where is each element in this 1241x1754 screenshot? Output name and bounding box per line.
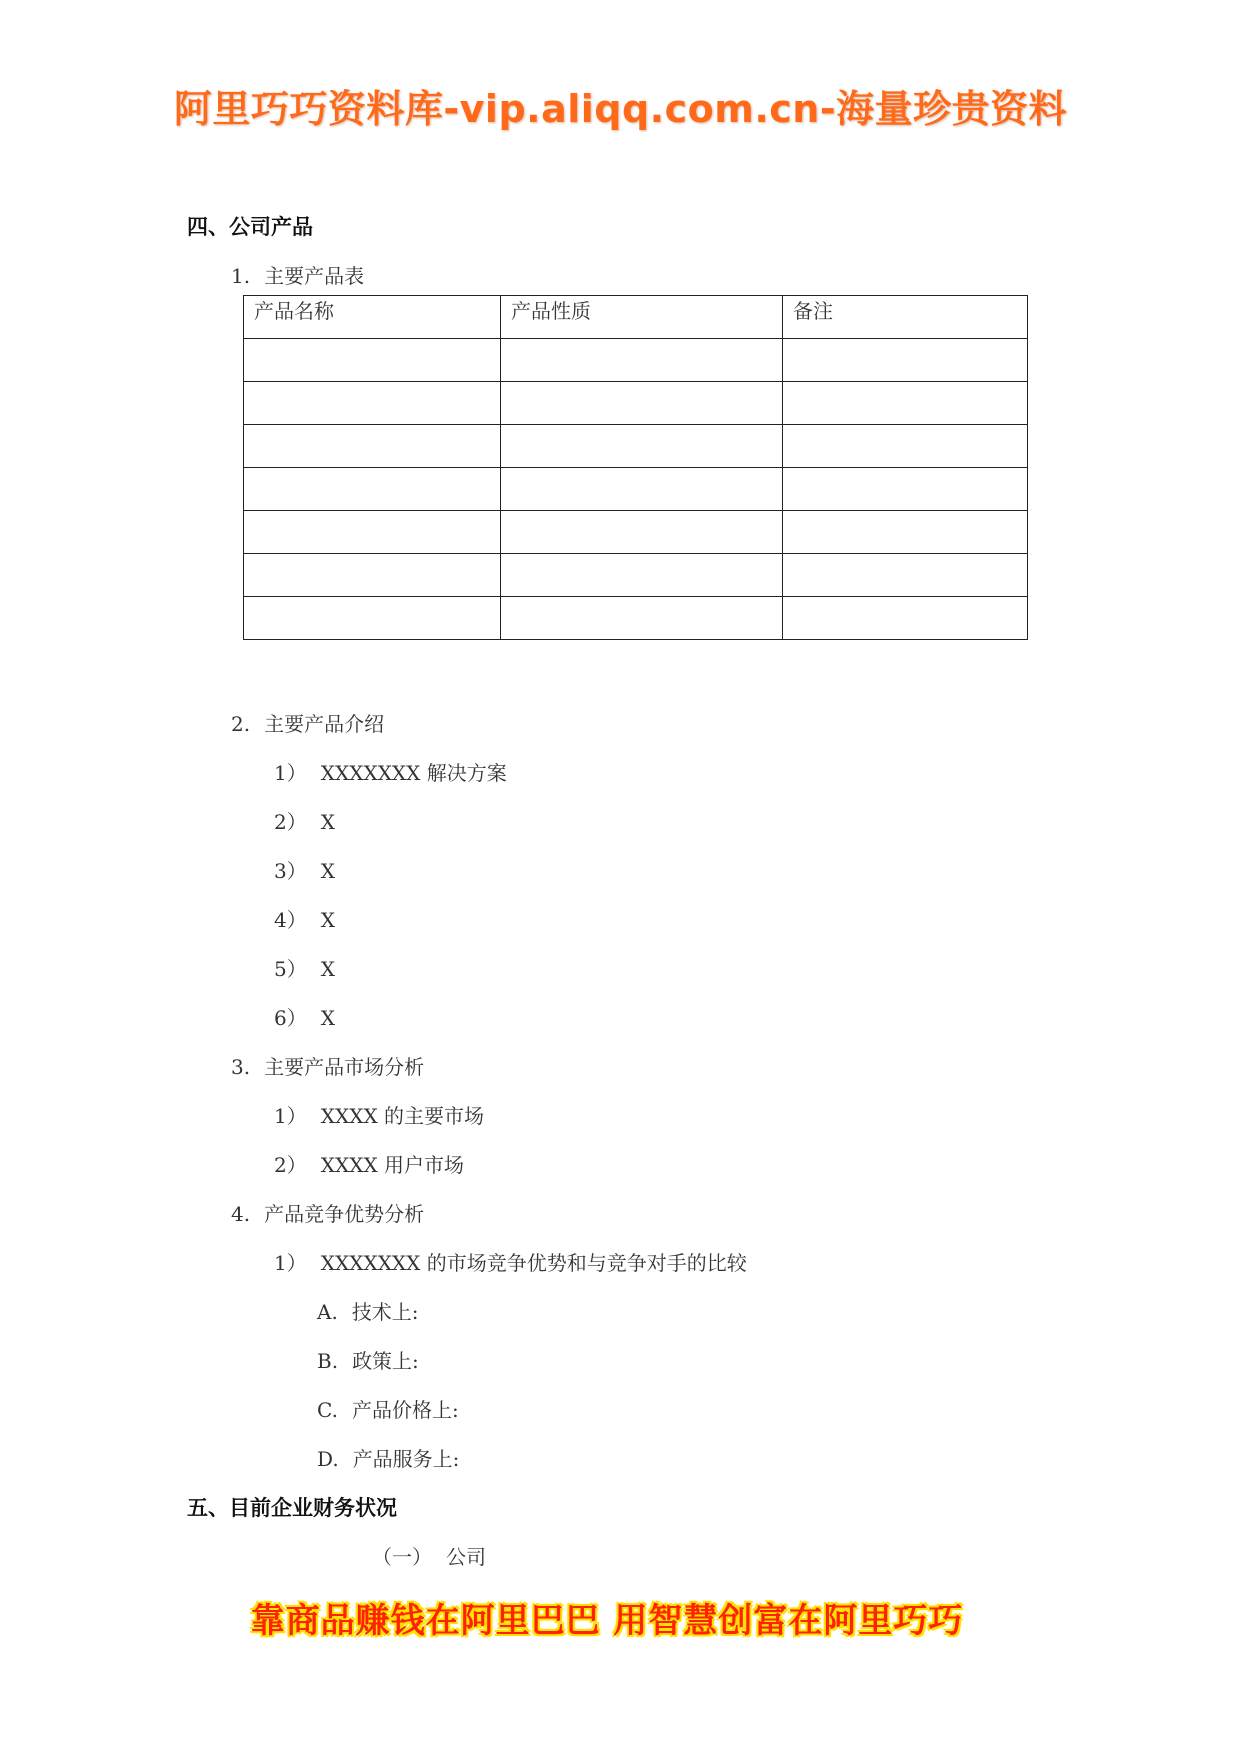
list-item [317,1296,419,1325]
list-item [274,1100,484,1129]
item-number: 1. [231,264,251,288]
list-item [274,806,335,835]
list-item-company [372,1541,486,1570]
list-item [274,904,335,933]
table-row [244,339,1028,382]
table-cell [501,382,783,425]
item-number: 1） [274,1251,307,1275]
item-text: 技术上: [351,1300,419,1324]
item-text: X [320,957,335,981]
section-heading-financial-status: 五、目前企业财务状况 [187,1496,397,1520]
table-row [244,597,1028,640]
item-number: 2） [274,1153,307,1177]
list-item [317,1443,459,1472]
item-number: 2. [231,712,251,736]
item-text: X [320,859,335,883]
list-item [274,953,335,982]
table-cell [783,382,1028,425]
table-cell [244,511,501,554]
item-text: XXXX 的主要市场 [320,1104,485,1128]
item-label: 主要产品表 [264,264,365,288]
item-letter: B. [317,1349,339,1373]
product-table [243,295,1028,640]
table-header-product-nature: 产品性质 [501,296,783,339]
table-cell [783,597,1028,640]
item-number: 6） [274,1006,307,1030]
item-number: 5） [274,957,307,981]
section-heading-company-products: 四、公司产品 [187,215,313,239]
list-item [317,1345,419,1374]
item-number: 4） [274,908,307,932]
item-text: 产品价格上: [351,1398,459,1422]
list-item [317,1394,459,1423]
list-item-product-intro [231,708,384,737]
list-item [274,1002,335,1031]
table-header-row [244,296,1028,339]
item-letter: C. [317,1398,338,1422]
footer-banner: 靠商品赚钱在阿里巴巴 用智慧创富在阿里巧巧 [250,1600,964,1641]
table-row [244,468,1028,511]
table-cell [244,554,501,597]
item-number: 3） [274,859,307,883]
list-item [274,757,507,786]
item-text: XXXXXXX 的市场竞争优势和与竞争对手的比较 [320,1251,747,1275]
list-item [274,1247,747,1276]
item-text: X [320,1006,335,1030]
item-letter: D. [317,1447,339,1471]
table-row [244,382,1028,425]
item-text: X [320,810,335,834]
table-cell [783,468,1028,511]
item-text: 政策上: [352,1349,419,1373]
item-number: 3. [231,1055,251,1079]
item-letter: A. [317,1300,338,1324]
item-number: 2） [274,810,307,834]
list-item [274,1149,464,1178]
item-text: XXXX 用户市场 [320,1153,465,1177]
table-row [244,554,1028,597]
list-item-market-analysis [231,1051,424,1080]
item-number: 1） [274,761,307,785]
list-item-product-table-title [231,260,364,289]
table-cell [244,382,501,425]
header-banner: 阿里巧巧资料库-vip.aliqq.com.cn-海量珍贵资料 [173,87,1068,131]
item-label: 主要产品介绍 [264,712,385,736]
table-cell [501,425,783,468]
item-label: 产品竞争优势分析 [264,1202,425,1226]
item-text: XXXXXXX 解决方案 [320,761,507,785]
table-cell [783,554,1028,597]
table-row [244,511,1028,554]
table-cell [501,597,783,640]
item-text: 公司 [446,1545,486,1569]
table-cell [501,339,783,382]
table-cell [783,511,1028,554]
list-item-competitive-analysis [231,1198,424,1227]
table-cell [244,339,501,382]
item-number: （一） [372,1545,432,1569]
item-number: 4. [231,1202,251,1226]
table-cell [244,597,501,640]
table-row [244,425,1028,468]
table-cell [501,511,783,554]
item-text: 产品服务上: [352,1447,460,1471]
table-header-remarks: 备注 [783,296,1028,339]
item-number: 1） [274,1104,307,1128]
table-cell [501,468,783,511]
table-cell [783,339,1028,382]
item-text: X [320,908,335,932]
table-header-product-name: 产品名称 [244,296,501,339]
table-cell [244,468,501,511]
item-label: 主要产品市场分析 [264,1055,425,1079]
table-cell [783,425,1028,468]
table-cell [501,554,783,597]
list-item [274,855,335,884]
table-cell [244,425,501,468]
